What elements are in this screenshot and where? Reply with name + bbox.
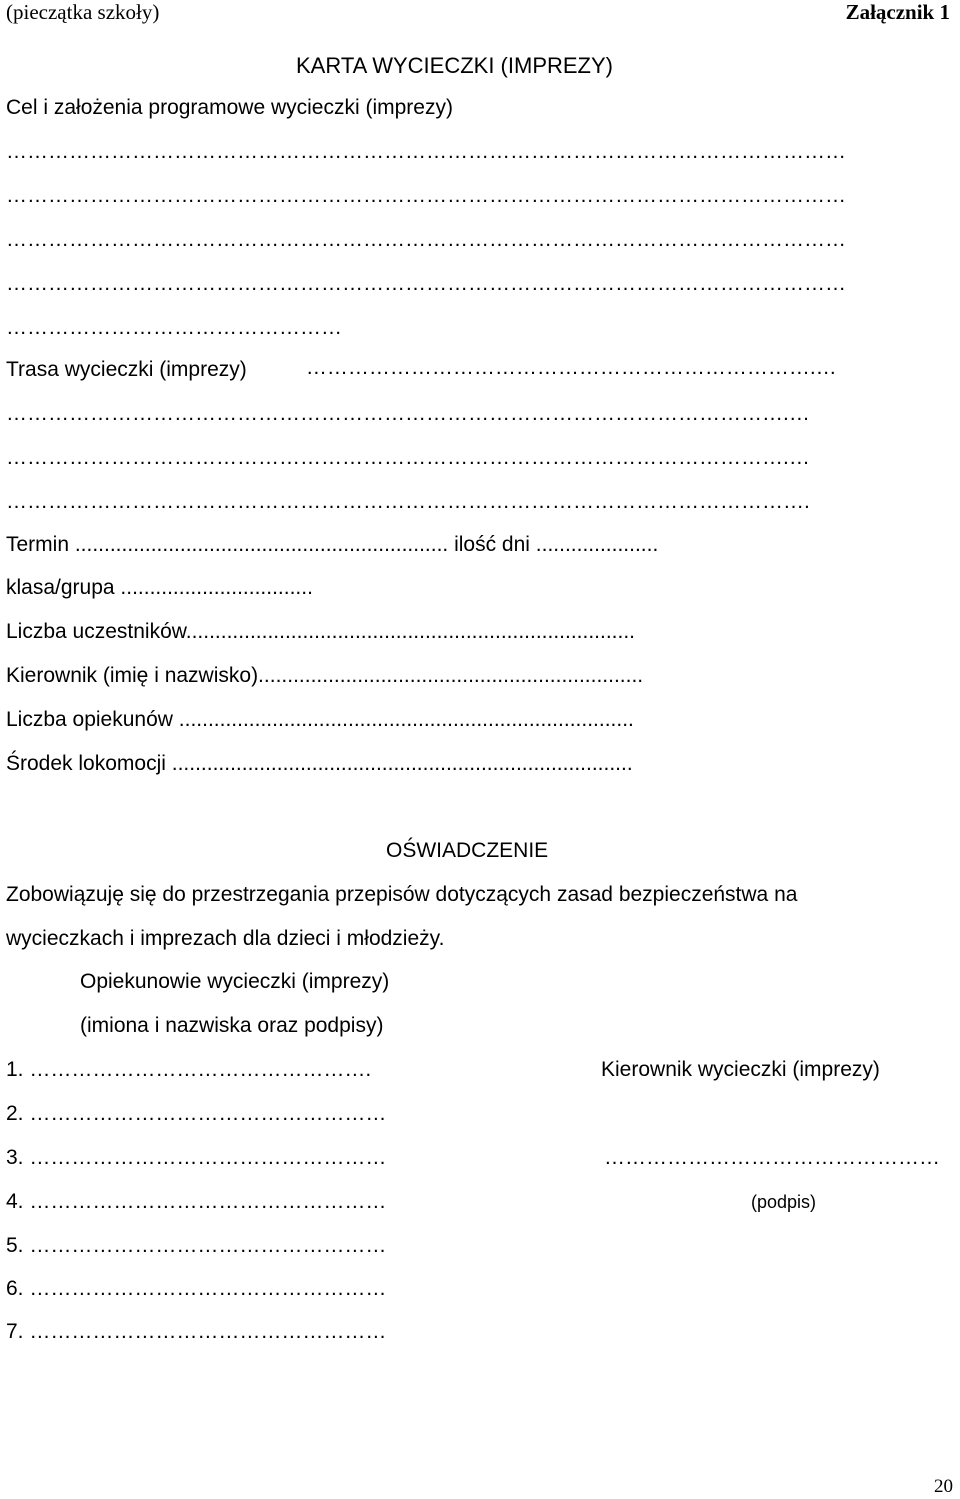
route-line-2: ………………………………………………………………………………………………….… (6, 446, 810, 469)
guardians-label: Opiekunowie wycieczki (imprezy) (80, 970, 390, 993)
goals-label: Cel i założenia programowe wycieczki (imprezy) (6, 96, 453, 119)
guardian-row-4: 4. …………………………………………… (6, 1190, 387, 1213)
goals-line-5: ………………………………………… (6, 316, 342, 339)
statement-heading: OŚWIADCZENIE (386, 839, 549, 862)
participants-count-field: Liczba uczestników............................................................................. (6, 620, 636, 643)
statement-line-2: wycieczkach i imprezach dla dzieci i młodzieży. (6, 927, 445, 950)
page-title: KARTA WYCIECZKI (IMPREZY) (296, 53, 613, 78)
route-line-1: ………………………………………………………………………………………………….… (6, 402, 810, 425)
guardian-row-7: 7. …………………………………………… (6, 1320, 387, 1343)
goals-line-3: ………………………………………………………………………………………………………… (6, 228, 846, 251)
route-label: Trasa wycieczki (imprezy) (6, 358, 247, 381)
guardians-count-field: Liczba opiekunów .............................................................................. (6, 708, 634, 731)
route-inline-fill: ……………………………………………………………….… (300, 356, 837, 379)
goals-line-2: ………………………………………………………………………………………………………… (6, 184, 846, 207)
signature-caption: (podpis) (751, 1192, 817, 1212)
annex-label: Załącznik 1 (845, 0, 950, 24)
transport-field: Środek lokomocji ............................................................................... (6, 752, 633, 775)
page-number: 20 (934, 1476, 953, 1497)
goals-line-4: ………………………………………………………………………………………………………… (6, 272, 846, 295)
guardian-row-5: 5. …………………………………………… (6, 1234, 387, 1257)
goals-line-1: ………………………………………………………………………………………………………… (6, 140, 846, 163)
route-line-3: ……………………………………………………………………………………………………. (6, 490, 810, 513)
leader-signature-line: ………………………………………… (604, 1146, 940, 1169)
guardian-row-6: 6. …………………………………………… (6, 1277, 387, 1300)
guardian-row-2: 2. …………………………………………… (6, 1102, 387, 1125)
term-field: Termin ................................................................ ilość dni ..................... (6, 533, 659, 556)
guardian-row-3: 3. …………………………………………… (6, 1146, 387, 1169)
leader-name-field: Kierownik (imię i nazwisko).................................................................. (6, 664, 644, 687)
school-stamp-label: (pieczątka szkoły) (6, 0, 160, 24)
statement-line-1: Zobowiązuję się do przestrzegania przepisów dotyczących zasad bezpieczeństwa na (6, 883, 798, 906)
guardian-row-1: 1. …………………………………………. (6, 1058, 372, 1081)
class-group-field: klasa/grupa ................................. (6, 576, 313, 599)
guardians-sublabel: (imiona i nazwiska oraz podpisy) (80, 1014, 384, 1037)
leader-signature-label: Kierownik wycieczki (imprezy) (601, 1058, 880, 1081)
